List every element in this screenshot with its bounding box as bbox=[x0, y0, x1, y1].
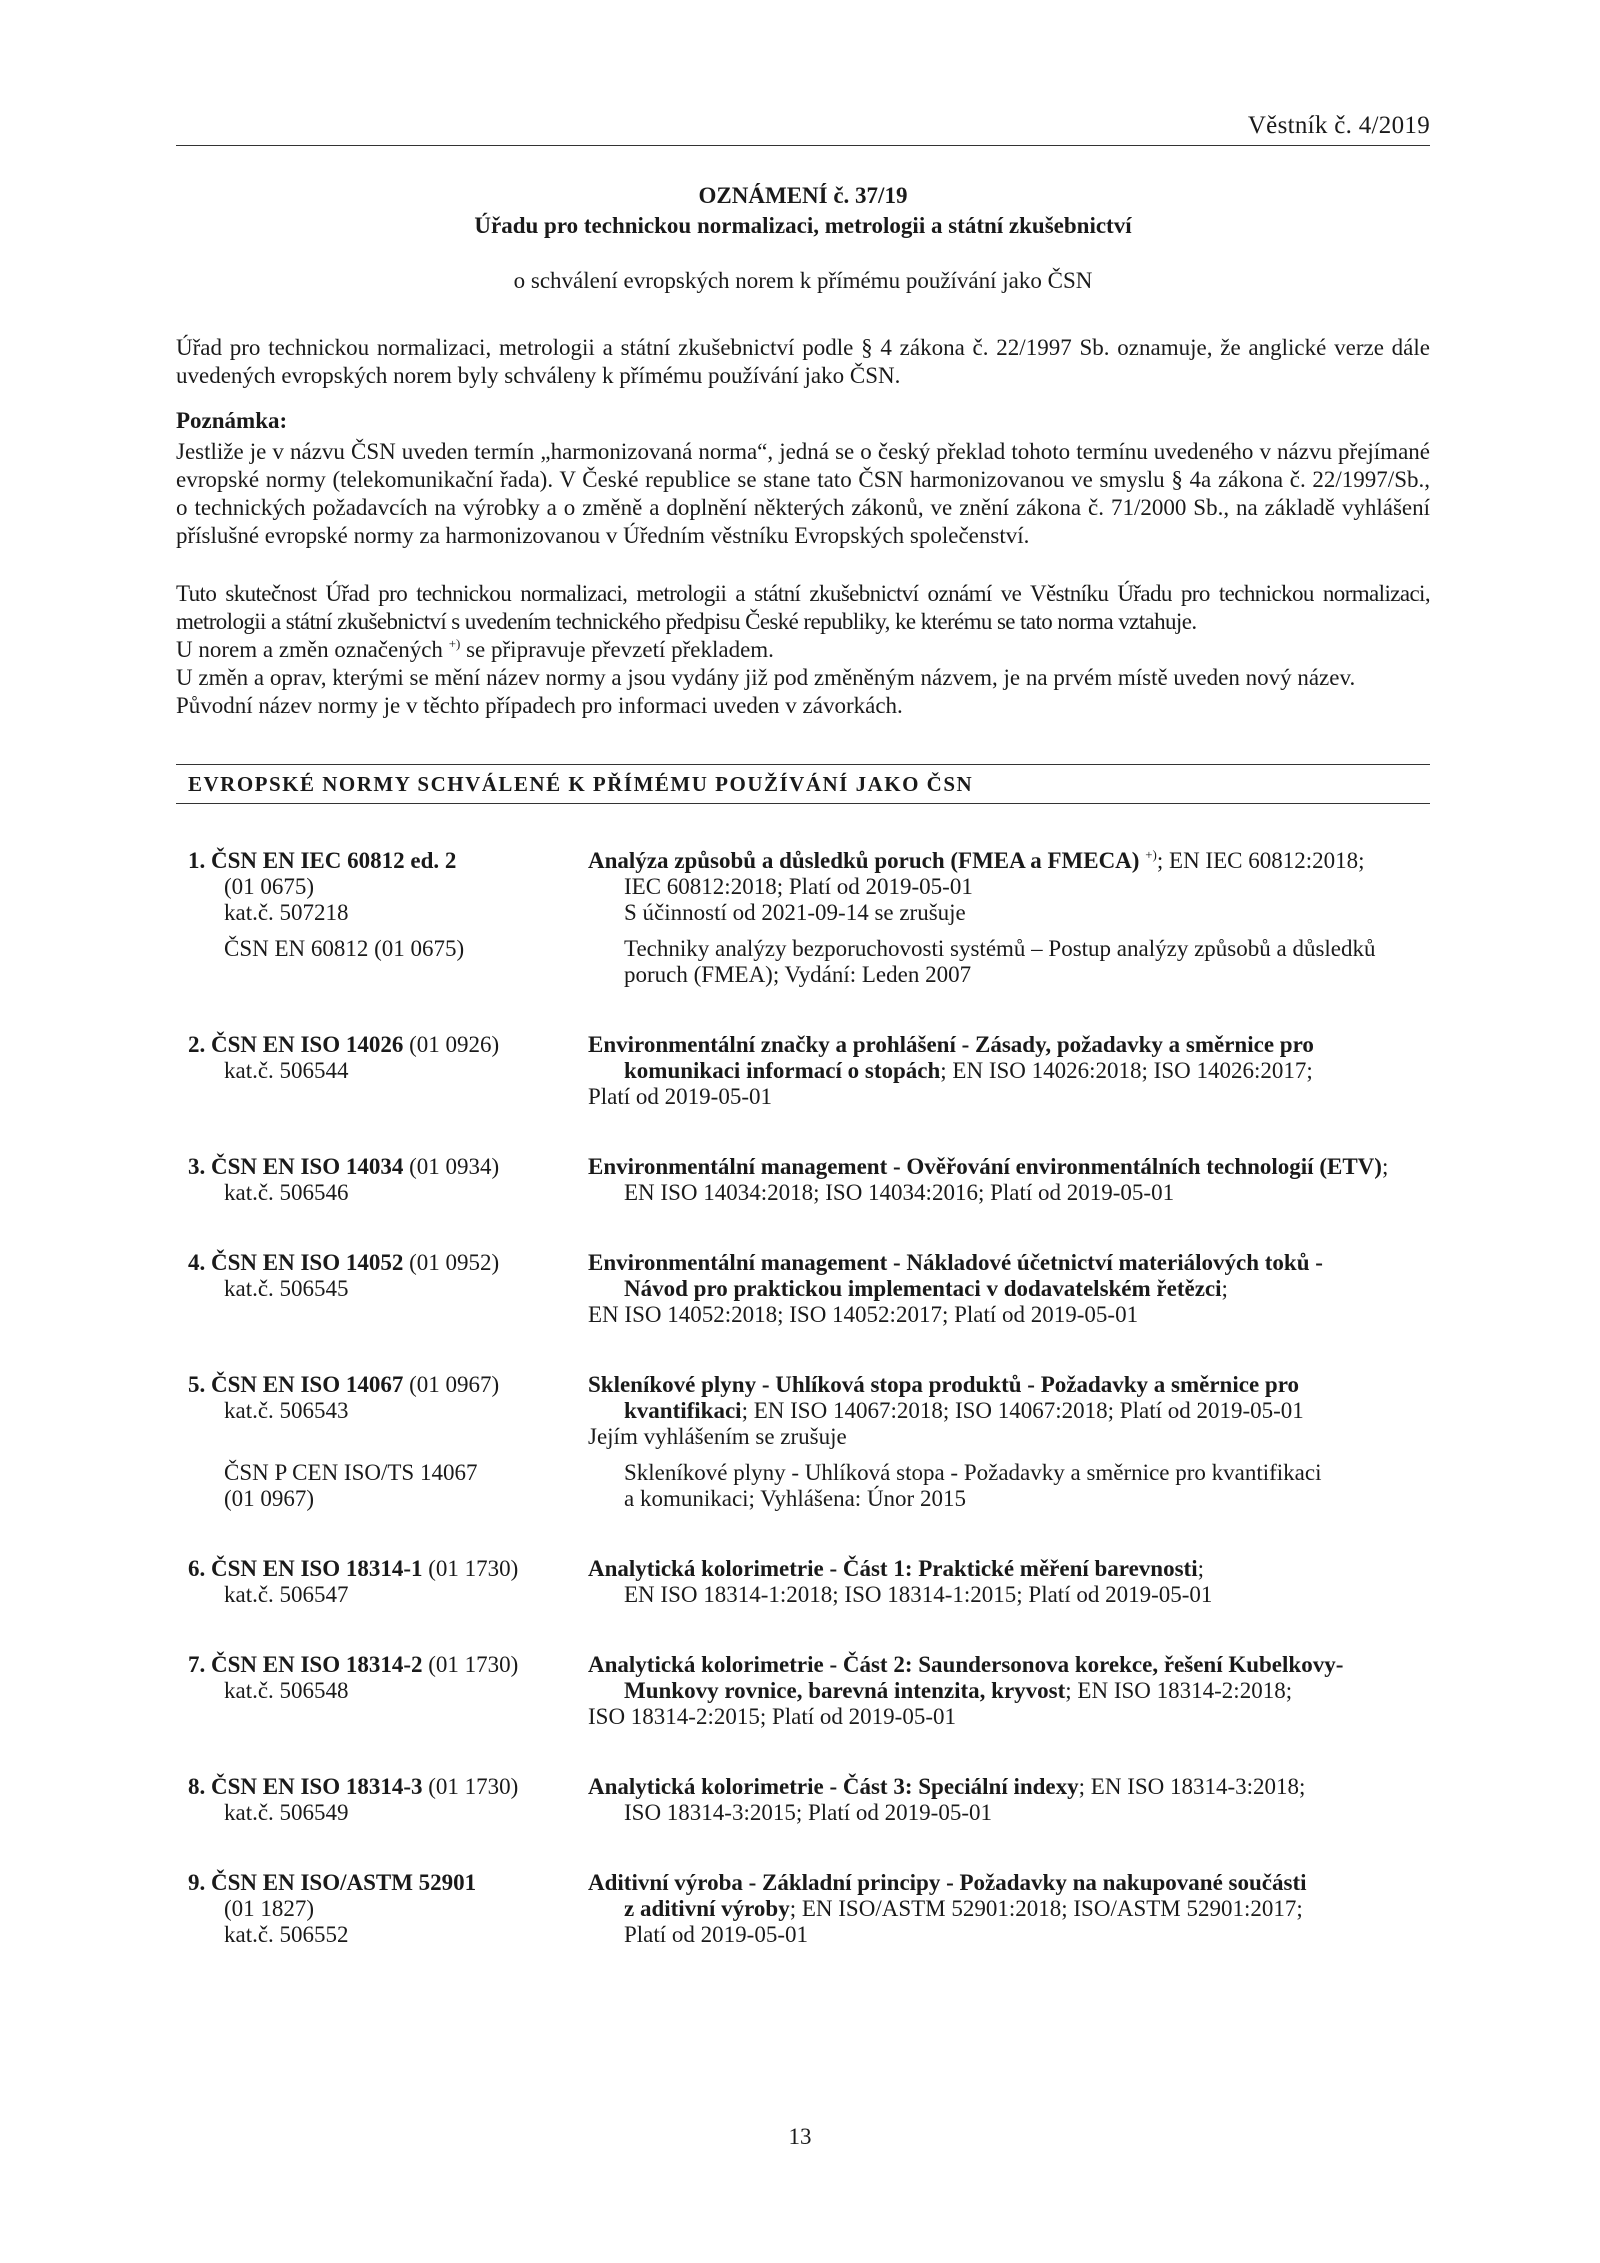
norm-list bbox=[188, 848, 1430, 1948]
norm-details: EN ISO 14052:2018; ISO 14052:2017; Platí od 2019-05-01 bbox=[588, 1302, 1139, 1327]
note-block bbox=[176, 438, 1430, 550]
norm-details: EN ISO 14034:2018; ISO 14034:2016; Platí od 2019-05-01 bbox=[624, 1180, 1175, 1205]
norm-validity: S účinností od 2021-09-14 se zrušuje bbox=[624, 900, 966, 925]
norm-title-cont: Návod pro praktickou implementaci v dodavatelském řetězci bbox=[624, 1276, 1222, 1301]
norm-validity: ISO 18314-3:2015; Platí od 2019-05-01 bbox=[624, 1800, 992, 1825]
info-paragraph-1: Tuto skutečnost Úřad pro technickou normalizaci, metrologii a státní zkušebnictví oznámí ve Věstníku Úřadu pro technickou normalizaci, metrologii a státní zkušebnictví s uvedením technického předpisu České republiky, ke kterému se tato norma vztahuje. bbox=[176, 581, 1430, 634]
norm-title: Environmentální management - Ověřování environmentálních technologií (ETV) bbox=[588, 1154, 1382, 1179]
norm-title-cont: kvantifikaci bbox=[624, 1398, 742, 1423]
norm-title: Analýza způsobů a důsledků poruch (FMEA a FMECA) bbox=[588, 848, 1140, 873]
journal-header: Věstník č. 4/2019 bbox=[1247, 112, 1430, 139]
norm-title-rest: ; bbox=[1197, 1556, 1204, 1581]
title-line-1: OZNÁMENÍ č. 37/19 bbox=[698, 183, 908, 208]
norm-entry bbox=[188, 1250, 1430, 1328]
page-number: 13 bbox=[788, 2124, 812, 2149]
norm-designation: 5. ČSN EN ISO 14067 bbox=[188, 1372, 404, 1397]
norm-title: Analytická kolorimetrie - Část 1: Praktické měření barevnosti bbox=[588, 1556, 1198, 1581]
replaced-norm-title-cont: poruch (FMEA); Vydání: Leden 2007 bbox=[624, 962, 972, 987]
replaced-norm-title-cont: a komunikaci; Vyhlášena: Únor 2015 bbox=[624, 1486, 966, 1511]
section-rule-top bbox=[176, 764, 1430, 765]
section-rule-bottom bbox=[176, 803, 1430, 804]
info-paragraph-3: U změn a oprav, kterými se mění název normy a jsou vydány již pod změněným názvem, je na prvém místě uveden nový název. bbox=[176, 665, 1356, 690]
norm-details: ; EN ISO 14067:2018; ISO 14067:2018; Platí od 2019-05-01 bbox=[741, 1398, 1304, 1423]
norm-title-cont: Munkovy rovnice, barevná intenzita, kryvost bbox=[624, 1678, 1066, 1703]
announcement-subtitle: o schválení evropských norem k přímému používání jako ČSN bbox=[513, 268, 1093, 293]
info-block bbox=[176, 580, 1430, 720]
replaced-norm-title: Skleníkové plyny - Uhlíková stopa - Požadavky a směrnice pro kvantifikaci bbox=[624, 1460, 1322, 1485]
title-line-2: Úřadu pro technickou normalizaci, metrologii a státní zkušebnictví bbox=[474, 213, 1132, 238]
norm-class-code: (01 0675) bbox=[224, 874, 315, 899]
norm-class-code: (01 0934) bbox=[403, 1154, 500, 1179]
translation-mark: +) bbox=[448, 636, 461, 651]
norm-details: IEC 60812:2018; Platí od 2019-05-01 bbox=[624, 874, 973, 899]
norm-class-code: (01 0967) bbox=[403, 1372, 500, 1397]
norm-title-cont: z aditivní výroby bbox=[624, 1896, 790, 1921]
norm-designation: 3. ČSN EN ISO 14034 bbox=[188, 1154, 404, 1179]
norm-catalog-number: kat.č. 506548 bbox=[224, 1678, 349, 1703]
norm-catalog-number: kat.č. 506547 bbox=[224, 1582, 349, 1607]
norm-entry bbox=[188, 1774, 1430, 1826]
norm-catalog-number: kat.č. 506552 bbox=[224, 1922, 349, 1947]
replaced-norm: ČSN P CEN ISO/TS 14067 bbox=[224, 1460, 478, 1485]
norm-catalog-number: kat.č. 506543 bbox=[224, 1398, 349, 1423]
norm-details: ; EN ISO 14026:2018; ISO 14026:2017; bbox=[940, 1058, 1313, 1083]
norm-class-code: (01 0926) bbox=[403, 1032, 500, 1057]
translation-mark: +) bbox=[1145, 847, 1157, 862]
norm-title: Analytická kolorimetrie - Část 3: Speciální indexy bbox=[588, 1774, 1079, 1799]
norm-class-code: (01 0952) bbox=[403, 1250, 500, 1275]
norm-title-rest: ; bbox=[1221, 1276, 1228, 1301]
norm-title: Environmentální značky a prohlášení - Zásady, požadavky a směrnice pro bbox=[588, 1032, 1314, 1057]
norm-title: Environmentální management - Nákladové účetnictví materiálových toků - bbox=[588, 1250, 1323, 1275]
intro-paragraph: Úřad pro technickou normalizaci, metrologii a státní zkušebnictví podle § 4 zákona č. 22/1997 Sb. oznamuje, že anglické verze dále uvedených evropských norem byly schváleny k přímému používání jako ČSN. bbox=[176, 335, 1430, 388]
norm-catalog-number: kat.č. 506549 bbox=[224, 1800, 349, 1825]
header-rule bbox=[176, 145, 1430, 146]
info-p2-end: se připravuje převzetí překladem. bbox=[460, 637, 774, 662]
replaced-norm-title: Techniky analýzy bezporuchovosti systémů – Postup analýzy způsobů a důsledků bbox=[624, 936, 1376, 961]
norm-catalog-number: kat.č. 506546 bbox=[224, 1180, 349, 1205]
note-paragraph: Jestliže je v názvu ČSN uveden termín „harmonizovaná norma“, jedná se o český překlad tohoto termínu uvedeného v názvu přejímané evropské normy (telekomunikační řada). V České republice se stane tato ČSN harmonizovanou ve smyslu § 4a zákona č. 22/1997/Sb., o technických požadavcích na výrobky a o změně a doplnění některých zákonů, ve znění zákona č. 71/2000 Sb., na základě vyhlášení příslušné evropské normy za harmonizovanou v Úředním věstníku Evropských společenství. bbox=[176, 439, 1430, 548]
norm-title-rest: ; EN IEC 60812:2018; bbox=[1156, 848, 1365, 873]
norm-validity: Platí od 2019-05-01 bbox=[588, 1084, 772, 1109]
norm-title: Analytická kolorimetrie - Část 2: Saundersonova korekce, řešení Kubelkovy- bbox=[588, 1652, 1344, 1677]
norm-catalog-number: kat.č. 506544 bbox=[224, 1058, 349, 1083]
norm-validity: ISO 18314-2:2015; Platí od 2019-05-01 bbox=[588, 1704, 956, 1729]
norm-title-cont: komunikaci informací o stopách bbox=[624, 1058, 941, 1083]
norm-entry bbox=[188, 848, 1430, 988]
replaced-norm: ČSN EN 60812 (01 0675) bbox=[224, 936, 465, 961]
intro-block bbox=[176, 334, 1430, 390]
norm-details: EN ISO 18314-1:2018; ISO 18314-1:2015; Platí od 2019-05-01 bbox=[624, 1582, 1213, 1607]
norm-title-rest: ; bbox=[1381, 1154, 1389, 1179]
norm-details: ; EN ISO 18314-2:2018; bbox=[1065, 1678, 1293, 1703]
norm-entry bbox=[188, 1870, 1430, 1948]
norm-title: Aditivní výroba - Základní principy - Požadavky na nakupované součásti bbox=[588, 1870, 1307, 1895]
norm-entry bbox=[188, 1556, 1430, 1608]
norm-designation: 1. ČSN EN IEC 60812 ed. 2 bbox=[188, 848, 457, 873]
replaced-norm-class-code: (01 0967) bbox=[224, 1486, 315, 1511]
norm-class-code: (01 1730) bbox=[422, 1652, 519, 1677]
announcement-title bbox=[176, 181, 1430, 241]
norm-entry bbox=[188, 1652, 1430, 1730]
norm-entry bbox=[188, 1372, 1430, 1512]
norm-designation: 8. ČSN EN ISO 18314-3 bbox=[188, 1774, 423, 1799]
norm-catalog-number: kat.č. 507218 bbox=[224, 900, 349, 925]
norm-designation: 2. ČSN EN ISO 14026 bbox=[188, 1032, 404, 1057]
norm-details: ; EN ISO/ASTM 52901:2018; ISO/ASTM 52901:2017; bbox=[789, 1896, 1303, 1921]
norm-designation: 7. ČSN EN ISO 18314-2 bbox=[188, 1652, 423, 1677]
norm-class-code: (01 1730) bbox=[422, 1774, 519, 1799]
norm-entry bbox=[188, 1154, 1430, 1206]
info-paragraph-2 bbox=[176, 636, 1430, 664]
info-p2-start: U norem a změn označených bbox=[176, 637, 443, 662]
norm-class-code: (01 1827) bbox=[224, 1896, 315, 1921]
info-paragraph-4: Původní název normy je v těchto případech pro informaci uveden v závorkách. bbox=[176, 693, 903, 718]
norm-designation: 9. ČSN EN ISO/ASTM 52901 bbox=[188, 1870, 477, 1895]
norm-class-code: (01 1730) bbox=[422, 1556, 519, 1581]
norm-entry bbox=[188, 1032, 1430, 1110]
norm-validity: Jejím vyhlášením se zrušuje bbox=[588, 1424, 847, 1449]
norm-title: Skleníkové plyny - Uhlíková stopa produktů - Požadavky a směrnice pro bbox=[588, 1372, 1299, 1397]
norm-details: ; EN ISO 18314-3:2018; bbox=[1078, 1774, 1306, 1799]
norm-catalog-number: kat.č. 506545 bbox=[224, 1276, 349, 1301]
norm-validity: Platí od 2019-05-01 bbox=[624, 1922, 808, 1947]
section-title: EVROPSKÉ NORMY SCHVÁLENÉ K PŘÍMÉMU POUŽÍVÁNÍ JAKO ČSN bbox=[188, 772, 974, 796]
norm-designation: 6. ČSN EN ISO 18314-1 bbox=[188, 1556, 423, 1581]
note-heading: Poznámka: bbox=[176, 408, 288, 433]
norm-designation: 4. ČSN EN ISO 14052 bbox=[188, 1250, 404, 1275]
